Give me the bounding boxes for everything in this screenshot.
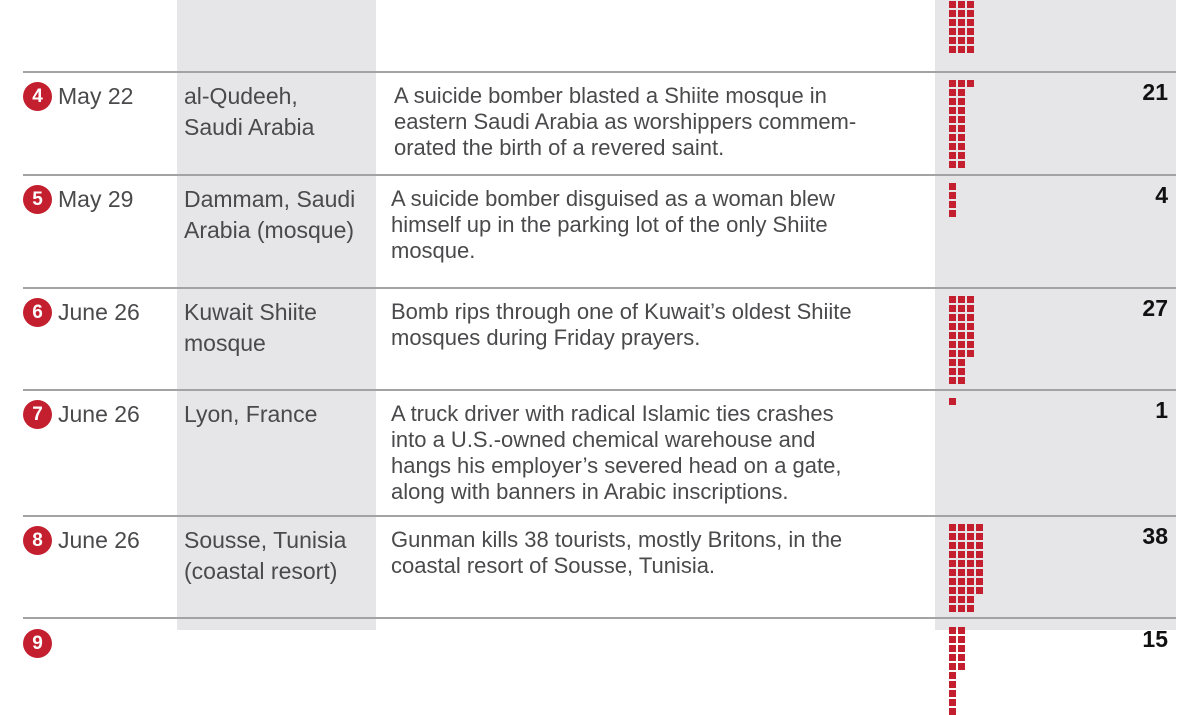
description-line: Bomb rips through one of Kuwait’s oldest Shiite	[391, 299, 852, 324]
casualty-square-icon	[949, 152, 956, 159]
description-line: orated the birth of a revered saint.	[394, 135, 725, 160]
casualty-square-icon	[949, 210, 956, 217]
description-line: along with banners in Arabic inscriptions.	[391, 479, 789, 504]
casualty-square-icon	[949, 569, 956, 576]
casualty-square-icon	[967, 10, 974, 17]
death-count: 1	[1155, 397, 1168, 423]
description-line: eastern Saudi Arabia as worshippers commem-	[394, 109, 857, 134]
casualty-square-icon	[958, 645, 965, 652]
casualty-square-icon	[967, 524, 974, 531]
casualty-square-icon	[949, 524, 956, 531]
row-location	[184, 81, 374, 143]
casualty-square-icon	[949, 201, 956, 208]
casualty-square-icon	[949, 699, 956, 706]
casualty-square-icon	[958, 533, 965, 540]
casualty-square-icon	[949, 10, 956, 17]
casualty-square-icon	[976, 569, 983, 576]
casualty-square-icon	[967, 80, 974, 87]
row-divider	[23, 71, 1176, 73]
row-location	[184, 399, 374, 430]
row-number-badge: 9	[23, 629, 52, 658]
casualty-square-icon	[967, 605, 974, 612]
casualty-square-icon	[958, 524, 965, 531]
row-location	[184, 525, 374, 587]
casualty-square-icon	[967, 542, 974, 549]
casualty-square-icon	[958, 305, 965, 312]
casualty-square-icon	[958, 596, 965, 603]
casualty-square-icon	[958, 551, 965, 558]
casualty-square-icon	[958, 161, 965, 168]
row-number-badge: 6	[23, 298, 52, 327]
casualty-square-icon	[967, 350, 974, 357]
casualty-square-icon	[958, 28, 965, 35]
casualty-square-icon	[958, 350, 965, 357]
casualty-square-icon	[949, 672, 956, 679]
casualty-square-icon	[967, 46, 974, 53]
casualty-square-icon	[967, 19, 974, 26]
casualty-square-icon	[976, 560, 983, 567]
casualty-square-icon	[958, 107, 965, 114]
casualty-square-icon	[958, 296, 965, 303]
casualty-square-icon	[958, 654, 965, 661]
row-divider	[23, 389, 1176, 391]
location-line: Saudi Arabia	[184, 114, 315, 140]
casualty-square-icon	[949, 368, 956, 375]
row-date: June 26	[58, 401, 140, 427]
row-date: June 26	[58, 527, 140, 553]
casualty-square-icon	[958, 627, 965, 634]
row-date: May 22	[58, 83, 134, 109]
casualty-square-icon	[949, 645, 956, 652]
casualty-square-icon	[976, 551, 983, 558]
casualty-square-icon	[949, 37, 956, 44]
casualty-square-icon	[949, 636, 956, 643]
casualty-square-icon	[949, 605, 956, 612]
row-number-badge: 7	[23, 400, 52, 429]
casualty-square-icon	[949, 398, 956, 405]
description-line: himself up in the parking lot of the only Shiite	[391, 212, 828, 237]
description-line: mosques during Friday prayers.	[391, 325, 701, 350]
casualty-square-icon	[949, 654, 956, 661]
casualty-square-icon	[949, 1, 956, 8]
casualty-square-icon	[958, 359, 965, 366]
casualty-square-icon	[958, 116, 965, 123]
description-line: hangs his employer’s severed head on a gate,	[391, 453, 842, 478]
row-divider	[23, 287, 1176, 289]
casualty-square-icon	[958, 37, 965, 44]
casualty-square-icon	[958, 368, 965, 375]
description-line: into a U.S.-owned chemical warehouse and	[391, 427, 816, 452]
casualty-square-icon	[949, 708, 956, 715]
casualty-square-icon	[958, 80, 965, 87]
description-line: coastal resort of Sousse, Tunisia.	[391, 553, 716, 578]
casualty-square-icon	[958, 89, 965, 96]
location-line: Kuwait Shiite	[184, 299, 317, 325]
location-line: Arabia (mosque)	[184, 217, 355, 243]
casualty-square-icon	[967, 296, 974, 303]
casualty-square-icon	[976, 587, 983, 594]
casualty-square-icon	[967, 28, 974, 35]
casualty-square-icon	[967, 578, 974, 585]
casualty-square-icon	[949, 359, 956, 366]
casualty-square-icon	[967, 323, 974, 330]
row-number-badge: 5	[23, 185, 52, 214]
casualty-square-icon	[949, 116, 956, 123]
casualty-square-icon	[949, 28, 956, 35]
description-line: A suicide bomber blasted a Shiite mosque in	[394, 83, 827, 108]
casualty-square-icon	[958, 578, 965, 585]
casualty-square-icon	[949, 143, 956, 150]
row-description	[391, 527, 931, 579]
casualty-square-icon	[949, 80, 956, 87]
casualty-square-icon	[958, 323, 965, 330]
casualty-square-icon	[949, 323, 956, 330]
location-line: Sousse, Tunisia	[184, 527, 347, 553]
casualty-square-icon	[949, 533, 956, 540]
description-line: mosque.	[391, 238, 476, 263]
casualty-square-icon	[976, 533, 983, 540]
casualty-square-icon	[949, 627, 956, 634]
casualty-square-icon	[949, 596, 956, 603]
death-count: 4	[1155, 182, 1168, 208]
row-location	[184, 184, 374, 246]
casualty-square-icon	[949, 542, 956, 549]
casualty-square-icon	[967, 37, 974, 44]
row-divider	[23, 515, 1176, 517]
row-location	[184, 297, 374, 359]
row-number-badge: 8	[23, 526, 52, 555]
death-count: 27	[1142, 295, 1168, 321]
description-line: A truck driver with radical Islamic ties crashes	[391, 401, 834, 426]
casualty-square-icon	[958, 377, 965, 384]
casualty-square-icon	[967, 305, 974, 312]
casualty-square-icon	[967, 533, 974, 540]
casualty-square-icon	[949, 377, 956, 384]
casualty-square-icon	[976, 578, 983, 585]
casualty-square-icon	[958, 143, 965, 150]
row-description	[391, 401, 931, 505]
casualty-square-icon	[949, 107, 956, 114]
death-count: 21	[1142, 79, 1168, 105]
casualty-square-icon	[958, 663, 965, 670]
casualty-square-icon	[967, 341, 974, 348]
casualty-square-icon	[949, 690, 956, 697]
casualty-square-icon	[949, 125, 956, 132]
casualty-square-icon	[967, 569, 974, 576]
casualty-square-icon	[967, 587, 974, 594]
casualty-square-icon	[958, 134, 965, 141]
casualty-square-icon	[949, 183, 956, 190]
casualty-square-icon	[949, 161, 956, 168]
casualty-square-icon	[958, 587, 965, 594]
casualty-square-icon	[949, 98, 956, 105]
row-description	[391, 299, 931, 351]
casualty-square-icon	[949, 332, 956, 339]
casualty-square-icon	[958, 314, 965, 321]
casualty-square-icon	[967, 596, 974, 603]
casualty-square-icon	[958, 542, 965, 549]
casualty-square-icon	[958, 1, 965, 8]
casualty-square-icon	[949, 551, 956, 558]
casualty-square-icon	[976, 542, 983, 549]
casualty-square-icon	[949, 296, 956, 303]
death-count: 15	[1142, 626, 1168, 652]
location-line: Lyon, France	[184, 401, 318, 427]
casualty-square-icon	[949, 89, 956, 96]
casualty-square-icon	[949, 560, 956, 567]
location-line: (coastal resort)	[184, 558, 338, 584]
casualty-square-icon	[967, 332, 974, 339]
row-date: June 26	[58, 299, 140, 325]
casualty-square-icon	[958, 560, 965, 567]
location-line: mosque	[184, 330, 266, 356]
casualty-square-icon	[967, 551, 974, 558]
casualty-square-icon	[967, 560, 974, 567]
casualty-square-icon	[949, 19, 956, 26]
casualty-square-icon	[949, 305, 956, 312]
casualty-square-icon	[949, 350, 956, 357]
row-description	[391, 186, 931, 264]
casualty-square-icon	[949, 314, 956, 321]
death-count: 38	[1142, 523, 1168, 549]
casualty-square-icon	[958, 125, 965, 132]
description-line: Gunman kills 38 tourists, mostly Britons, in the	[391, 527, 843, 552]
casualty-square-icon	[949, 341, 956, 348]
row-description	[394, 83, 934, 161]
casualty-square-icon	[958, 341, 965, 348]
casualty-square-icon	[949, 578, 956, 585]
casualty-square-icon	[958, 46, 965, 53]
casualty-square-icon	[958, 569, 965, 576]
casualty-square-icon	[958, 19, 965, 26]
casualty-square-icon	[958, 10, 965, 17]
casualty-square-icon	[949, 134, 956, 141]
casualty-square-icon	[958, 152, 965, 159]
casualty-square-icon	[949, 46, 956, 53]
casualty-square-icon	[958, 332, 965, 339]
row-divider	[23, 174, 1176, 176]
location-line: al-Qudeeh,	[184, 83, 298, 109]
row-number-badge: 4	[23, 82, 52, 111]
casualty-square-icon	[967, 1, 974, 8]
casualty-square-icon	[949, 663, 956, 670]
casualty-square-icon	[949, 587, 956, 594]
location-line: Dammam, Saudi	[184, 186, 356, 212]
casualty-square-icon	[958, 605, 965, 612]
casualty-square-icon	[958, 636, 965, 643]
casualty-square-icon	[967, 314, 974, 321]
row-date: May 29	[58, 186, 134, 212]
description-line: A suicide bomber disguised as a woman blew	[391, 186, 835, 211]
casualty-square-icon	[949, 192, 956, 199]
casualty-square-icon	[958, 98, 965, 105]
row-divider	[23, 617, 1176, 619]
casualty-square-icon	[949, 681, 956, 688]
casualty-square-icon	[976, 524, 983, 531]
